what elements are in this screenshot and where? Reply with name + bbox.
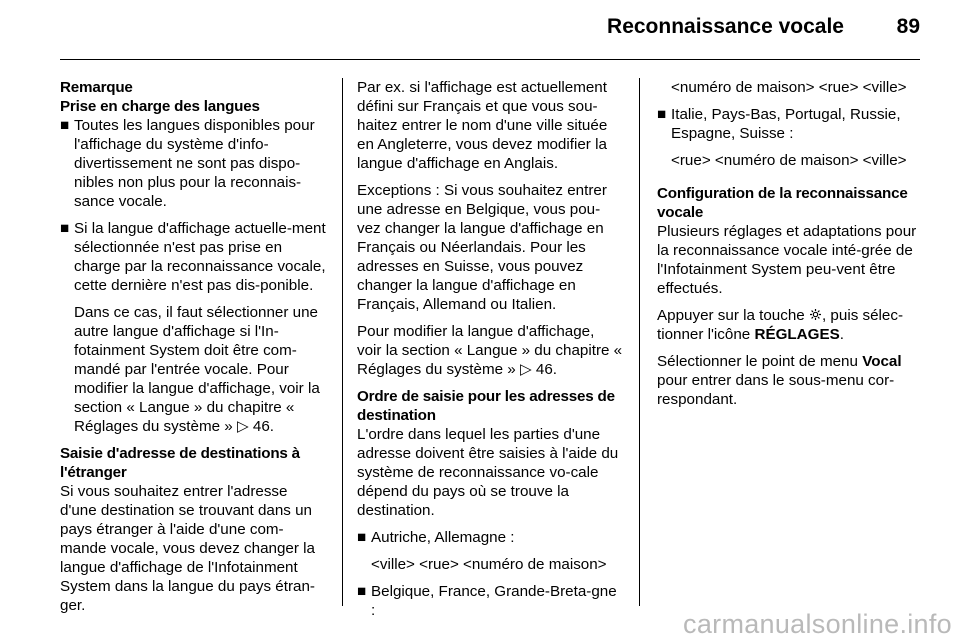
settings-key-icon — [809, 306, 822, 325]
page-reference: 46. — [252, 418, 274, 435]
section-title-languages: Prise en charge des langues — [60, 98, 260, 115]
address-format: <numéro de maison> <rue> <ville> — [671, 79, 907, 96]
vocal-label: Vocal — [862, 353, 902, 370]
column-divider-2 — [639, 78, 640, 606]
paragraph: Si vous souhaitez entrer l'adresse d'une destination se trouvant dans un pays étranger à l'aide d'une com-mande vocale, vous devez changer la langue d'affichage de l'Infotainment System dans la langue du pays étran-ger. — [60, 483, 315, 614]
section-title-address-order: Ordre de saisie pour les adresses de destination — [357, 388, 615, 424]
settings-label: RÉGLAGES — [754, 326, 840, 343]
address-format: <rue> <numéro de maison> <ville> — [671, 152, 907, 169]
address-format: <ville> <rue> <numéro de maison> — [371, 556, 607, 573]
page-number: 89 — [896, 15, 920, 38]
paragraph: Pour modifier la langue d'affichage, voir la section « Langue » du chapitre « Réglages du système » ▷ 46. — [357, 323, 623, 378]
section-title-configuration: Configuration de la reconnaissance vocale — [657, 185, 908, 221]
page-reference-icon: ▷ — [236, 418, 249, 435]
list-item-continuation: Dans ce cas, il faut sélectionner une autre langue d'affichage si l'In-fotainment System doit être com-mandé par l'entrée vocale. Pour modifier la langue d'affichage, voir la section « Langue » du chapitre « Réglages du système » ▷ 46. — [74, 304, 320, 435]
paragraph: Appuyer sur la touche , puis sélec-tionner l'icône RÉGLAGES. — [657, 307, 904, 343]
list-item: ■ Toutes les langues disponibles pour l'affichage du système d'info-divertissement ne sont pas dispo-nibles non plus pour la reconnais-sance vocale. — [60, 117, 315, 210]
bullet-icon: ■ — [60, 220, 70, 237]
paragraph: Plusieurs réglages et adaptations pour la reconnaissance vocale inté-grée de l'Infotainment System peu-vent être effectués. — [657, 223, 917, 297]
list-item: ■ Si la langue d'affichage actuelle-ment sélectionnée n'est pas prise en charge par la reconnaissance vocale, cette dernière n'est pas dis-ponible. — [60, 220, 326, 294]
bullet-icon: ■ — [357, 529, 367, 546]
paragraph: Sélectionner le point de menu Vocal pour entrer dans le sous-menu cor-respondant. — [657, 353, 902, 408]
bullet-icon: ■ — [357, 583, 367, 600]
page-title: Reconnaissance vocale — [607, 15, 844, 38]
list-item: ■ Belgique, France, Grande-Breta-gne : — [357, 583, 617, 619]
column-1 — [60, 78, 328, 623]
column-divider-1 — [342, 78, 343, 606]
section-title-foreign-destinations: Saisie d'adresse de destinations à l'étranger — [60, 445, 300, 481]
remark-label: Remarque — [60, 79, 133, 96]
column-2 — [357, 78, 623, 628]
paragraph: L'ordre dans lequel les parties d'une adresse doivent être saisies à l'aide du système de reconnaissance vo-cale dépend du pays où se trouve la destination. — [357, 426, 619, 519]
watermark: carmanualsonline.info — [683, 609, 952, 639]
paragraph: Exceptions : Si vous souhaitez entrer une adresse en Belgique, vous pou-vez changer la langue d'affichage en Français ou Néerlandais. Pour les adresses en Suisse, vous pouvez changer la langue d'affichage en Français, Allemand ou Italien. — [357, 182, 607, 313]
paragraph: Par ex. si l'affichage est actuellement défini sur Français et que vous sou-haitez entrer le nom d'une ville située en Angleterre, vous devez modifier la langue d'affichage en Anglais. — [357, 79, 608, 172]
page-reference-icon: ▷ — [519, 361, 532, 378]
column-3 — [657, 78, 923, 417]
bullet-icon: ■ — [60, 117, 70, 134]
page-reference: 46. — [535, 361, 557, 378]
header-rule — [60, 59, 920, 60]
list-item: ■ Italie, Pays-Bas, Portugal, Russie, Espagne, Suisse : — [657, 106, 901, 142]
bullet-icon: ■ — [657, 106, 667, 123]
list-item: ■ Autriche, Allemagne : — [357, 529, 515, 546]
